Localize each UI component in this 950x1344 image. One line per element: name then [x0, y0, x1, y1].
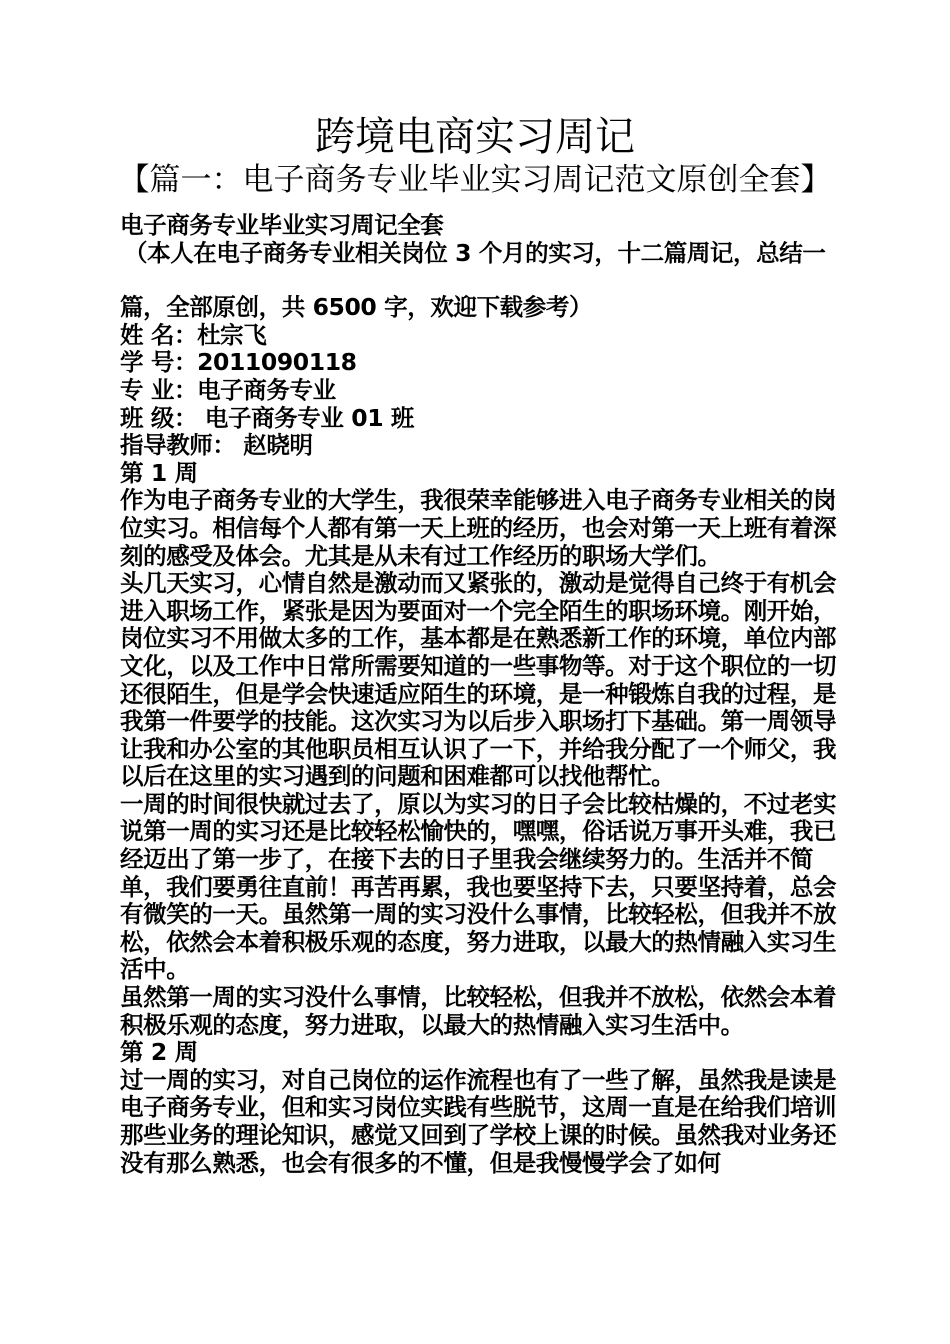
week-1-paragraph-3: 一周的时间很快就过去了，原以为实习的日子会比较枯燥的，不过老实说第一周的实习还是比较轻松愉快的，嘿嘿，俗话说万事开头难，我已经迈出了第一步了，在接下去的日子里我会继续努力的。生活并不简单，我们要勇往直前！再苦再累，我也要坚持下去，只要坚持着，总会有微笑的一天。虽然第一周的实习没什么事情，比较轻松，但我并不放松，依然会本着积极乐观的态度，努力进取，以最大的热情融入实习生活中。	[120, 789, 837, 984]
document-title: 跨境电商实习周记	[315, 114, 635, 160]
document-body	[114, 212, 848, 1177]
student-id-field: 学 号：2011090118	[120, 348, 357, 377]
class-field: 班 级： 电子商务专业 01 班	[120, 403, 415, 432]
section-heading: 电子商务专业毕业实习周记全套	[120, 211, 444, 239]
intro-line-2: 篇，全部原创，共 6500 字，欢迎下载参考）	[120, 293, 593, 322]
week-1-paragraph-4: 虽然第一周的实习没什么事情，比较轻松，但我并不放松，依然会本着积极乐观的态度，努力进取，以最大的热情融入实习生活中。	[120, 983, 837, 1039]
intro-line-1: （本人在电子商务专业相关岗位 3 个月的实习，十二篇周记，总结一	[124, 238, 826, 267]
advisor-field: 指导教师： 赵晓明	[120, 431, 313, 460]
week-1-paragraph-2: 头几天实习，心情自然是激动而又紧张的，激动是觉得自己终于有机会进入职场工作，紧张是因为要面对一个完全陌生的职场环境。刚开始，岗位实习不用做太多的工作，基本都是在熟悉新工作的环境，单位内部文化，以及工作中日常所需要知道的一些事物等。对于这个职位的一切还很陌生，但是学会快速适应陌生的环境，是一种锻炼自我的过程，是我第一件要学的技能。这次实习为以后步入职场打下基础。第一周领导让我和办公室的其他职员相互认识了一下，并给我分配了一个师父，我以后在这里的实习遇到的问题和困难都可以找他帮忙。	[120, 569, 837, 791]
week-1-paragraph-1: 作为电子商务专业的大学生，我很荣幸能够进入电子商务专业相关的岗位实习。相信每个人都有第一天上班的经历，也会对第一天上班有着深刻的感受及体会。尤其是从未有过工作经历的职场大学们。	[120, 486, 837, 570]
name-field: 姓 名：杜宗飞	[120, 320, 267, 349]
document-subtitle: 【篇一：电子商务专业毕业实习周记范文原创全套】	[118, 162, 832, 198]
week-2-title: 第 2 周	[120, 1038, 198, 1067]
week-1-title: 第 1 周	[120, 458, 198, 487]
major-field: 专 业：电子商务专业	[120, 375, 336, 404]
week-2-paragraph-1: 过一周的实习，对自己岗位的运作流程也有了一些了解，虽然我是读是电子商务专业，但和实习岗位实践有些脱节，这周一直是在给我们培训那些业务的理论知识，感觉又回到了学校上课的时候。虽然我对业务还没有那么熟悉，也会有很多的不懂，但是我慢慢学会了如何	[120, 1065, 837, 1177]
